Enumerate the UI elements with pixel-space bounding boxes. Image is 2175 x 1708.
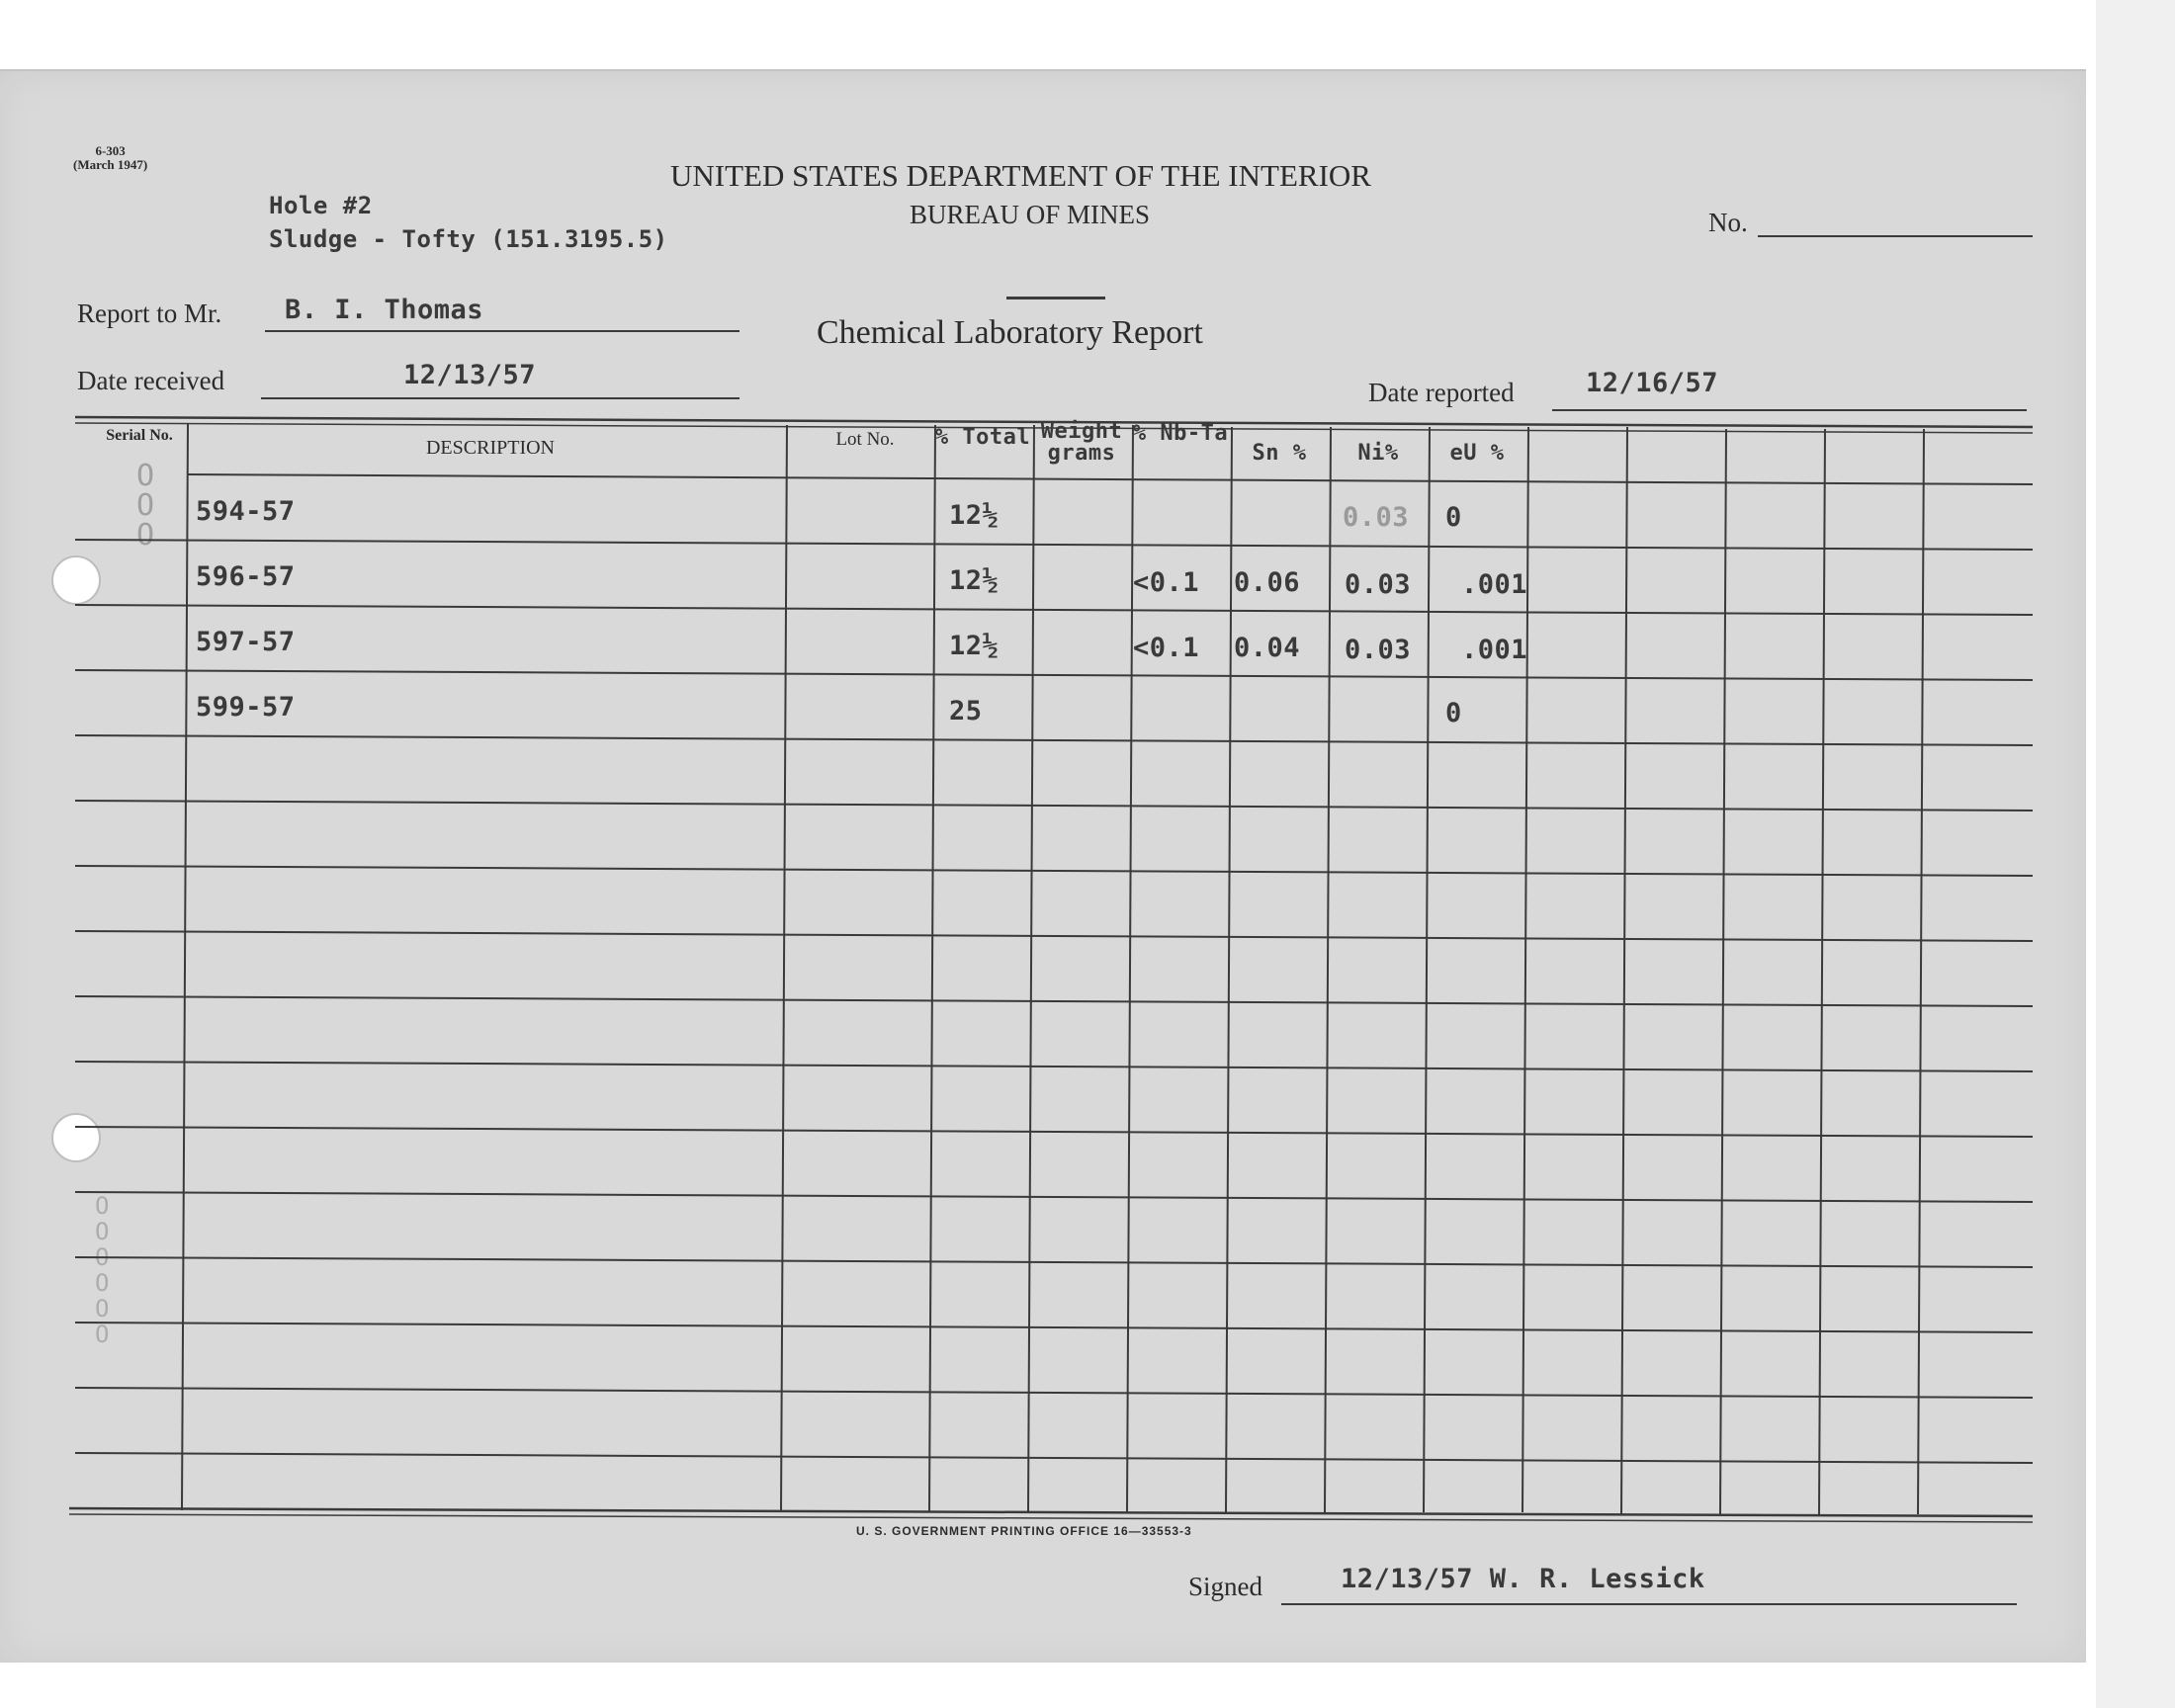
report-sheet: [0, 69, 2086, 1663]
date-reported-value: 12/16/57: [1586, 368, 1719, 398]
report-number-label: No.: [1708, 208, 1748, 237]
row-eu: .001: [1461, 635, 1528, 665]
row-ni: 0.03: [1345, 635, 1412, 665]
row-total: 12½: [949, 565, 1000, 596]
row-sn: 0.04: [1234, 633, 1301, 663]
row-total: 25: [949, 696, 983, 726]
col-header-lot: Lot No.: [835, 429, 895, 450]
row-ni: 0.03: [1345, 569, 1412, 600]
report-title: Chemical Laboratory Report: [817, 314, 1203, 351]
report-to-label: Report to Mr.: [77, 299, 222, 328]
agency-heading: UNITED STATES DEPARTMENT OF THE INTERIOR: [670, 158, 1371, 193]
row-nb-ta: <0.1: [1133, 567, 1200, 598]
signature-line: [1281, 1603, 2017, 1605]
row-eu: 0: [1445, 502, 1462, 533]
hole-number: Hole #2: [269, 192, 373, 219]
form-date: (March 1947): [73, 157, 148, 172]
col-header-sn: Sn %: [1252, 441, 1307, 466]
bureau-heading: BUREAU OF MINES: [910, 200, 1151, 229]
date-received-label: Date received: [77, 366, 225, 395]
col-header-total: % Total: [934, 425, 1031, 450]
scan-margin: [2096, 0, 2175, 1708]
signed-label: Signed: [1188, 1572, 1263, 1601]
date-reported-label: Date reported: [1368, 378, 1515, 407]
results-table-grid: [0, 71, 2086, 1663]
row-eu: 0: [1445, 698, 1462, 728]
report-to-value: B. I. Thomas: [285, 295, 484, 325]
row-total: 12½: [949, 500, 1000, 531]
signed-value: 12/13/57 W. R. Lessick: [1341, 1564, 1705, 1594]
row-ni: 0.03: [1343, 502, 1410, 533]
margin-stamp-marks: O O O O O O: [95, 1192, 110, 1348]
row-sn: 0.06: [1234, 567, 1301, 598]
col-header-serial: Serial No.: [106, 427, 173, 444]
col-header-description: DESCRIPTION: [425, 437, 555, 459]
row-eu: .001: [1461, 569, 1528, 600]
row-description: 596-57: [196, 561, 296, 592]
col-header-nb-ta: % Nb-Ta: [1132, 421, 1229, 446]
date-received-value: 12/13/57: [403, 360, 537, 390]
row-nb-ta: <0.1: [1133, 633, 1200, 663]
row-total: 12½: [949, 631, 1000, 661]
col-header-weight: Weight grams: [1040, 419, 1123, 466]
printer-line: U. S. GOVERNMENT PRINTING OFFICE 16—33553-3: [856, 1524, 1192, 1538]
col-header-ni: Ni%: [1357, 441, 1399, 466]
margin-stamp-marks: O O O: [136, 459, 155, 553]
col-header-eu: eU %: [1449, 441, 1505, 466]
form-number: 6-303: [95, 143, 126, 158]
row-description: 599-57: [196, 692, 296, 723]
row-description: 597-57: [196, 627, 296, 657]
row-description: 594-57: [196, 496, 296, 527]
sample-description: Sludge - Tofty (151.3195.5): [269, 225, 668, 253]
